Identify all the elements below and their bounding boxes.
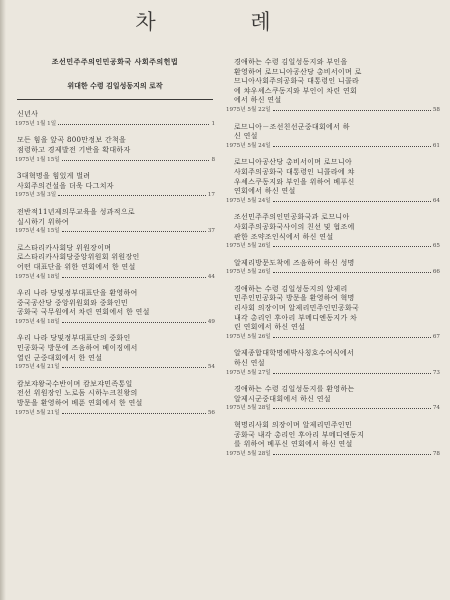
toc-entry-dateline — [226, 142, 440, 152]
toc-entry — [226, 123, 440, 152]
toc-entry-date: 1975년 5월 22일 — [226, 106, 271, 113]
toc-entry-page-number: 67 — [432, 333, 440, 340]
toc-entry-dateline — [226, 404, 440, 414]
right-column — [226, 58, 440, 466]
toc-entry-dateline — [15, 318, 215, 328]
toc-entry-title-line: 민공화국 방문에 즈음하여 베이징에서 — [17, 344, 138, 353]
toc-entry-title-line: 전반적11년제의무교육을 성과적으로 — [17, 207, 135, 216]
toc-entry-title-line: 로스타리카사회당 위원장이며 — [17, 243, 112, 252]
toc-entry-date: 1975년 1월 15일 — [15, 156, 60, 163]
toc-entry-title-line: 린 연회에서 하신 연설 — [234, 323, 306, 332]
toc-entry-page-number: 58 — [432, 106, 440, 113]
toc-entry-dateline — [226, 197, 440, 207]
dot-leader — [273, 373, 431, 374]
dot-leader — [273, 272, 431, 273]
toc-entry-date: 1975년 5월 26일 — [226, 243, 271, 250]
toc-entry — [15, 334, 215, 372]
toc-entry-dateline — [226, 450, 440, 460]
toc-entry-title-line: 므니아사회주의공화국 대통령인 니콜라 — [234, 77, 360, 86]
toc-entry-title-line: 사회주의공화국 대통령인 니콜라에 챠 — [234, 167, 355, 176]
toc-entry-title-line: 우리 나라 당및정부대표단의 중화인 — [17, 334, 131, 343]
toc-entry — [15, 172, 215, 201]
toc-entry-title-line: 우리 나라 당및정부대표단을 환영하여 — [17, 289, 138, 298]
toc-entry-title-line: 조선민주주의인민공화국과 로므니아 — [234, 213, 350, 222]
page-gutter-shadow — [0, 0, 6, 600]
toc-entry-page-number: 73 — [432, 369, 440, 376]
toc-entry — [226, 421, 440, 459]
toc-entry-date: 1975년 5월 26일 — [226, 333, 271, 340]
toc-entry — [15, 289, 215, 327]
dot-leader — [62, 367, 206, 368]
toc-entry-title-line: 방문을 환영하여 베푼 연회에서 한 연설 — [17, 399, 143, 408]
dot-leader — [58, 195, 206, 196]
dot-leader — [62, 322, 206, 323]
toc-entry-dateline — [226, 268, 440, 278]
page-title: 차 례 — [135, 10, 315, 34]
toc-entry-title-line: 리사회 의장이며 알제리민주인민공화국 — [234, 304, 360, 313]
toc-entry — [226, 285, 440, 343]
toc-entry-dateline — [226, 242, 440, 252]
toc-entry-page-number: 56 — [207, 409, 215, 416]
toc-entry — [15, 380, 215, 418]
toc-entry-title-line: 공화국 국무원에서 차린 연회에서 한 연설 — [17, 308, 150, 317]
toc-entry-dateline — [15, 409, 215, 419]
toc-entry-page-number: 65 — [432, 243, 440, 250]
toc-entry-date: 1975년 5월 27일 — [226, 369, 271, 376]
toc-entry-page-number: 49 — [207, 318, 215, 325]
toc-entry-page-number: 1 — [211, 120, 215, 127]
toc-entry-date: 1975년 5월 28일 — [226, 450, 271, 457]
dot-leader — [58, 124, 209, 125]
toc-entry-page-number: 64 — [432, 197, 440, 204]
toc-entry-title-line: 로므니아－조선친선군중대회에서 하 — [234, 122, 350, 131]
toc-entry — [226, 158, 440, 206]
toc-entry-title-line: 전선 위원장인 노로돔 시하누크친왕의 — [17, 389, 138, 398]
toc-entry-title-line: 사회주의공화국사이의 친선 및 협조에 — [234, 222, 355, 231]
toc-entry-dateline — [15, 191, 215, 201]
toc-entry — [15, 244, 215, 282]
toc-entry — [226, 385, 440, 414]
toc-entry-page-number: 44 — [207, 273, 215, 280]
toc-entry-date: 1975년 5월 21일 — [15, 409, 60, 416]
dot-leader — [273, 201, 431, 202]
toc-entry-dateline — [226, 333, 440, 343]
toc-entry-date: 1975년 1월 1일 — [15, 120, 57, 127]
toc-entry — [15, 208, 215, 237]
toc-entry-date: 1975년 3월 3일 — [15, 192, 57, 199]
dot-leader — [273, 408, 431, 409]
toc-entry-dateline — [15, 120, 215, 130]
dot-leader — [62, 277, 206, 278]
toc-entry-title-line: 점령하고 경제발전 기반을 확대하자 — [17, 145, 131, 154]
dot-leader — [273, 337, 431, 338]
toc-entry-title-line: 3대혁명을 힘있게 벌려 — [17, 172, 91, 181]
toc-entry-title-line: 공화국 내각 총리인 후아리 부메디엔동지 — [234, 430, 365, 439]
toc-entry-date: 1975년 4월 21일 — [15, 364, 60, 371]
left-column — [15, 58, 215, 425]
toc-entry-date: 1975년 4월 18일 — [15, 273, 60, 280]
dot-leader — [62, 231, 206, 232]
toc-entry-title-line: 사회주의건설을 더욱 다그치자 — [17, 181, 114, 190]
toc-entry — [226, 58, 440, 116]
dot-leader — [273, 454, 431, 455]
dot-leader — [273, 146, 431, 147]
toc-entry-title-line: 어떤 대표단을 위한 연회에서 한 연설 — [17, 262, 136, 271]
toc-entry-title-line: 경애하는 수령 김일성동지를 환영하는 — [234, 385, 355, 394]
toc-entry-title-line: 열린 군중대회에서 한 연설 — [17, 353, 103, 362]
toc-entry-page-number: 37 — [207, 228, 215, 235]
toc-entry — [15, 136, 215, 165]
toc-entry-page-number: 8 — [211, 156, 215, 163]
toc-entry-title-line: 관한 조약조인식에서 하신 연설 — [234, 232, 334, 241]
toc-entry-page-number: 17 — [207, 192, 215, 199]
toc-entry-page-number: 61 — [432, 142, 440, 149]
toc-entry-dateline — [15, 156, 215, 166]
toc-entry-page-number: 66 — [432, 269, 440, 276]
works-heading: 위대한 수령 김일성동지의 로작 — [67, 81, 163, 90]
toc-entry-date: 1975년 5월 26일 — [226, 269, 271, 276]
dot-leader — [62, 160, 210, 161]
toc-entry-title-line: 경애하는 수령 김일성동지의 알제리 — [234, 284, 348, 293]
toc-entry-date: 1975년 5월 24일 — [226, 142, 271, 149]
dot-leader — [273, 110, 431, 111]
heading-rule — [17, 99, 213, 100]
toc-entry-date: 1975년 5월 24일 — [226, 197, 271, 204]
toc-entry-title-line: 알제리방문도착에 즈음하여 하신 성명 — [234, 258, 355, 267]
toc-entry-title-line: 신년사 — [17, 110, 39, 119]
toc-entry-dateline — [226, 369, 440, 379]
left-entry-list — [15, 110, 215, 418]
right-entry-list — [226, 58, 440, 459]
toc-entry-title-line: 를 위하여 베푸신 연회에서 하신 연설 — [234, 440, 353, 449]
toc-entry-dateline — [226, 106, 440, 116]
toc-entry-title-line: 로므니아공산당 총비서이며 로므니아 — [234, 158, 353, 167]
constitution-heading: 조선민주주의인민공화국 사회주의헌법 — [51, 58, 179, 66]
toc-entry-title-line: 우셰스쿠동지와 부인을 위하여 베푸신 — [234, 177, 355, 186]
toc-entry-page-number: 54 — [207, 364, 215, 371]
toc-entry-date: 1975년 5월 28일 — [226, 405, 271, 412]
toc-entry-title-line: 혁명리사회 의장이며 알제리민주인민 — [234, 421, 353, 429]
toc-entry-date: 1975년 4월 15일 — [15, 228, 60, 235]
toc-entry-title-line: 경애하는 수령 김일성동지와 부인을 — [234, 58, 348, 66]
toc-entry-title-line: 로스타리카사회당중앙위원회 위원장인 — [17, 253, 140, 262]
toc-entry-title-line: 모든 힘을 앞곡 800만정보 간척을 — [17, 136, 127, 145]
toc-entry-page-number: 74 — [432, 405, 440, 412]
toc-entry — [226, 259, 440, 278]
toc-entry-title-line: 에 챠우셰스쿠동지와 부인이 차린 연회 — [234, 86, 358, 95]
toc-entry-title-line: 신 연설 — [234, 132, 258, 141]
toc-entry-title-line: 알제시군중대회에서 하신 연설 — [234, 394, 331, 403]
toc-entry-dateline — [15, 273, 215, 283]
toc-entry-date: 1975년 4월 18일 — [15, 318, 60, 325]
toc-entry-title-line: 알제종합대학명예박사칭호수여식에서 — [234, 349, 355, 358]
toc-entry-title-line: 캄보쟈왕국수반이며 캄보쟈민족통일 — [17, 379, 133, 388]
toc-entry-title-line: 하신 연설 — [234, 359, 265, 368]
toc-entry — [15, 110, 215, 129]
toc-entry-title-line: 민주인민공화국 방문을 환영하여 혁명 — [234, 294, 355, 303]
toc-entry-title-line: 연회에서 하신 연설 — [234, 187, 296, 196]
toc-entry-title-line: 환영하여 로므니아공산당 총비서이며 로 — [234, 67, 362, 76]
toc-entry-dateline — [15, 363, 215, 373]
toc-entry — [226, 349, 440, 378]
dot-leader — [62, 413, 206, 414]
toc-entry-title-line: 중국공산당 중앙위원회와 중화인민 — [17, 298, 128, 307]
toc-entry-title-line: 실시하기 위하여 — [17, 217, 69, 226]
toc-entry-title-line: 에서 하신 연설 — [234, 96, 282, 105]
toc-entry — [226, 213, 440, 251]
toc-entry-page-number: 78 — [432, 450, 440, 457]
dot-leader — [273, 246, 431, 247]
toc-entry-dateline — [15, 227, 215, 237]
toc-entry-title-line: 내각 총리인 후아리 부메디엔동지가 차 — [234, 313, 358, 322]
